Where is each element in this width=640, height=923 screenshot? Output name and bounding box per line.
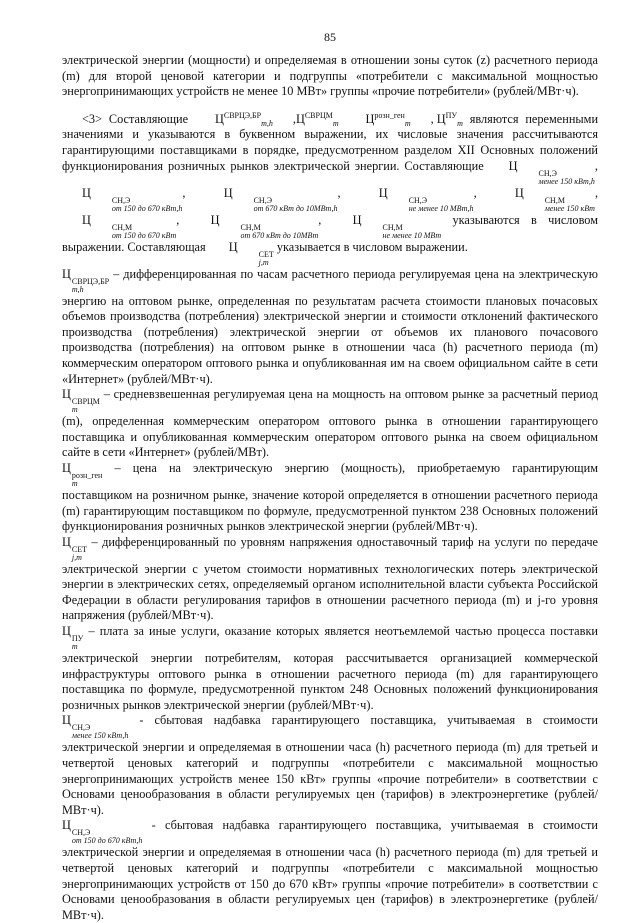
def-symbol: Ц розн_ген m [62, 460, 103, 488]
def-symbol: Ц СН,Э менее 150 кВт,h [62, 713, 129, 741]
definition-sn-150-670 [62, 818, 598, 923]
def-text: – средневзвешенная регулируемая цена на мощность на оптовом рынке за расчетный период (m), определенная коммерческим оператором оптового рынка в отношении гарантирующего поставщика и опубликованная коммерческим оператором оптового рынка на своем официальном сайте в сети «Интернет» (рублей/МВт). [62, 387, 599, 460]
definition-rozn-gen [62, 461, 598, 535]
def-text: – плата за иные услуги, оказание которых является неотъемлемой частью процесса поставки электрической энергии потребителям, которая рассчитывается организацией коммерческой инфраструктуры оптового рынка в отношении расчетного периода (m) для гарантирующего поставщика по формуле, предусмотренной пунктом 248 Основных положений функционирования розничных рынков электрической энергии (рублей/МВт·ч). [62, 624, 599, 712]
symbol-sn-m-ge10: Ц СН,М не менее 10 МВт [352, 212, 442, 240]
symbol-set: Ц СЕТ j,m [228, 239, 274, 267]
definition-pu [62, 624, 598, 713]
def-text: – цена на электрическую энергию (мощность), приобретаемую гарантирующим поставщиком на розничном рынке, значение которой определяется в отношении расчетного периода (m) гарантирующим поставщиком по формуле, предусмотренной пунктом 238 Основных положений функционирования розничных рынков электрической энергии (рублей/МВт·ч). [62, 460, 598, 534]
definition-svrce-br [62, 267, 598, 388]
symbol-sn-e-150-670: Ц СН,Э от 150 до 670 кВт,h , [82, 185, 186, 213]
note-text-3: указывается в числовом выражении. [276, 239, 468, 254]
def-text: – дифференцированная по часам расчетного периода регулируемая цена на электрическую энергию на оптовом рынке, определенная по результатам расчета стоимости плановых почасовых объемов производства (потребления) электрической энергии и стоимости отклонений фактического производства (потребления) электрической энергии от объемов их планового почасового производства (потребления) на оптовом рынке в отношении часа (h) расчетного периода (m) коммерческим оператором оптового рынка и опубликованная им на своем официальном сайте в сети «Интернет» (рублей/МВт·ч). [62, 266, 598, 386]
symbol-svrcm: $,Ц^{СВРЦМ}_m$ [292, 110, 339, 128]
def-symbol: Ц СН,Э от 150 до 670 кВт,h [62, 818, 143, 846]
symbol-pu: , $Ц^{ПУ}_m$ [430, 110, 463, 128]
def-text: – дифференцированный по уровням напряжения одноставочный тариф на услуги по передаче электрической энергии с учетом стоимости нормативных технологических потерь электрической энергии в электрических сетях, определяемый органом исполнительной власти субъекта Российской Федерации в области регулирования тарифов в отношении расчетного периода (m) и j-го уровня напряжения (рублей/МВт·ч). [62, 534, 598, 623]
def-symbol: Ц ПУ m [62, 624, 84, 652]
note-lead: <3> Составляющие [82, 111, 189, 126]
symbol-sn-m-670-10: Ц СН,М от 670 кВт до 10МВт , [210, 212, 322, 240]
symbol-sn-e-670-10: Ц СН,Э от 670 кВт до 10МВт,h , [223, 185, 341, 213]
symbol-svrce-br: $Ц^{СВРЦЭ,БР}_{m,h}$ [214, 110, 273, 128]
def-symbol: Ц СЕТ j,m [62, 534, 87, 562]
symbol-sn-m-150-670: Ц СН,М от 150 до 670 кВт , [82, 212, 180, 240]
paragraph-note-3 [62, 112, 598, 267]
page-number: 85 [324, 30, 336, 44]
paragraph-intro: электрической энергии (мощности) и определяемая в отношении зоны суток (z) расчетного периода (m) для второй ценовой категории и подгруппы «потребители с максимальной мощностью энергопринимающих устройств не менее 10 МВт» группы «прочие потребители» (рублей/МВт·ч). [62, 53, 598, 99]
def-symbol: Ц СВРЦЭ,БР m,h [62, 266, 110, 294]
def-symbol: Ц СВРЦМ m [62, 387, 100, 415]
note-text-2: указываются в числовом выражении. Составляющая [62, 212, 598, 254]
symbol-sn-m-lt150: Ц СН,М менее 150 кВт , [514, 185, 599, 213]
definition-set [62, 535, 598, 624]
symbol-rozn-gen: $Ц^{розн\_ген}_m$ [365, 110, 411, 128]
symbol-sn-e-ge10: Ц СН,Э не менее 10 МВт,h , [378, 185, 477, 213]
note-text: являются переменными значениями и указываются в буквенном выражении, их числовые значения рассчитываются гарантирующими поставщиками в порядке, предусмотренном разделом XII Основных положений функционирования розничных рынков электрической энергии. Составляющие [62, 111, 599, 173]
def-text: - сбытовая надбавка гарантирующего поставщика, учитываемая в стоимости электрической энергии и определяемая в отношении часа (h) расчетного периода (m) для третьей и четвертой ценовых категорий и подгруппы «потребители с максимальной мощностью энергопринимающих устройств менее 150 кВт» группы «прочие потребители» в соответствии с Основами ценообразования в области регулируемых цен (тарифов) в электроэнергетике (рублей/МВт·ч). [62, 713, 598, 817]
symbol-sn-e-lt150: Ц СН,Э менее 150 кВт,h , [508, 158, 598, 186]
def-text: - сбытовая надбавка гарантирующего поставщика, учитываемая в стоимости электрической энергии и определяемая в отношении часа (h) расчетного периода (m) для третьей и четвертой ценовых категорий и подгруппы «потребители с максимальной мощностью энергопринимающих устройств от 150 до 670 кВт» группы «прочие потребители» в соответствии с Основами ценообразования в области регулируемых цен (тарифов) в электроэнергетике (рублей/МВт·ч). [62, 818, 598, 922]
definition-svrcm [62, 387, 598, 461]
definition-sn-lt150 [62, 713, 598, 818]
